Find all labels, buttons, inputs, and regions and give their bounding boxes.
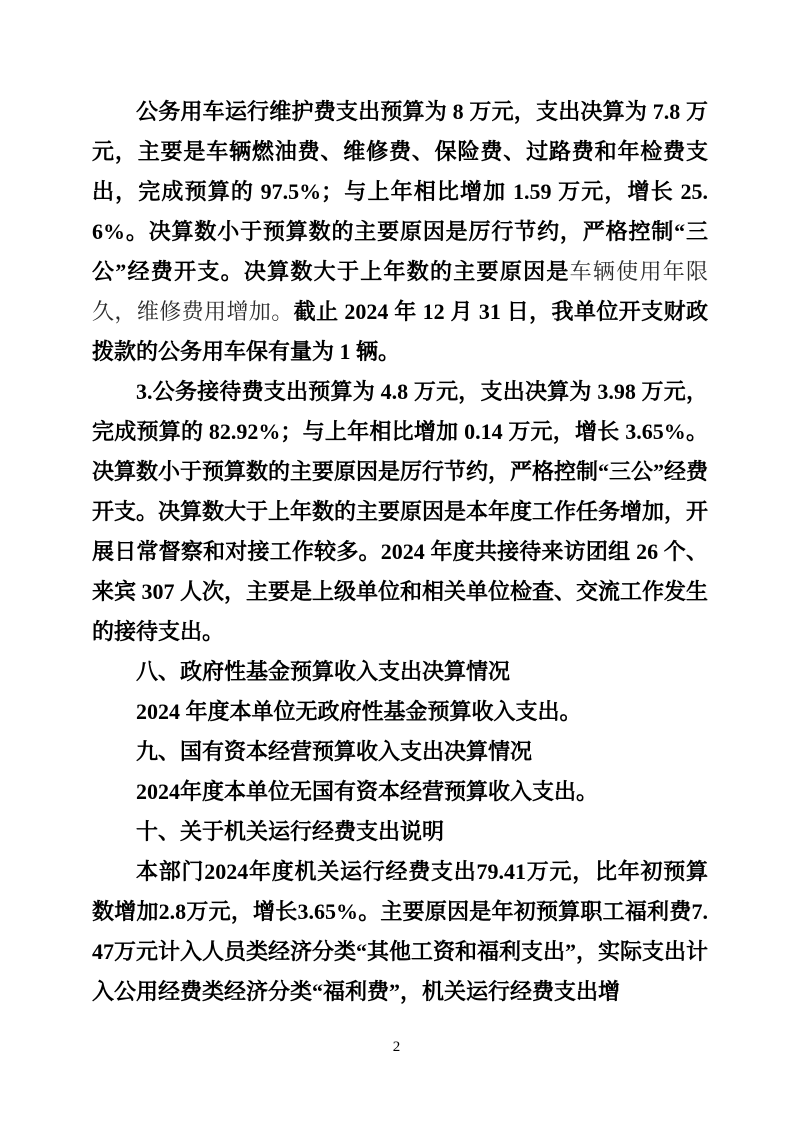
text-segment: 九、国有资本经营预算收入支出决算情况 [136,739,533,764]
text-segment: 车辆使用年限久，维修费用增加。 [92,259,708,324]
paragraph [92,692,708,732]
text-segment: 本部门2024年度机关运行经费支出79.41万元，比年初预算数增加2.8万元，增长3.65%。主要原因是年初预算职工福利费7.47万元计入人员类经济分类“其他工资和福利支出”，实际支出计入公用经费类经济分类“福利费”，机关运行经费支出增 [92,859,709,1004]
paragraph [92,852,708,1012]
document-body [92,92,708,1012]
text-segment: 八、政府性基金预算收入支出决算情况 [136,659,511,684]
paragraph [92,772,708,812]
text-segment: 十、关于机关运行经费支出说明 [136,819,445,844]
paragraph [92,92,708,372]
page-number: 2 [392,1039,401,1055]
text-segment: 截止 2024 年 12 月 31 日，我单位开支财政拨款的公务用车保有量为 1 辆。 [92,299,708,364]
text-segment: 2024年度本单位无国有资本经营预算收入支出。 [136,779,599,804]
text-segment: 3.公务接待费支出预算为 4.8 万元，支出决算为 3.98 万元，完成预算的 82.92%；与上年相比增加 0.14 万元，增长 3.65%。决算数小于预算数的主要原因是厉行节约，严格控制“三公”经费开支。决算数大于上年数的主要原因是本年度工作任务增加，开展日常督察和对接工作较多。2024 年度共接待来访团组 26 个、来宾 307 人次，主要是上级单位和相关单位检查、交流工作发生的接待支出。 [92,379,709,644]
section-heading [92,732,708,772]
text-segment: 2024 年度本单位无政府性基金预算收入支出。 [136,699,582,724]
section-heading [92,812,708,852]
section-heading [92,652,708,692]
paragraph [92,372,708,652]
text-segment: 公务用车运行维护费支出预算为 8 万元，支出决算为 7.8 万元，主要是车辆燃油费、维修费、保险费、过路费和年检费支出，完成预算的 97.5%；与上年相比增加 1.59 万元，增长 25.6%。决算数小于预算数的主要原因是厉行节约，严格控制“三公”经费开支。决算数大于上年数的主要原因是 [92,99,708,284]
